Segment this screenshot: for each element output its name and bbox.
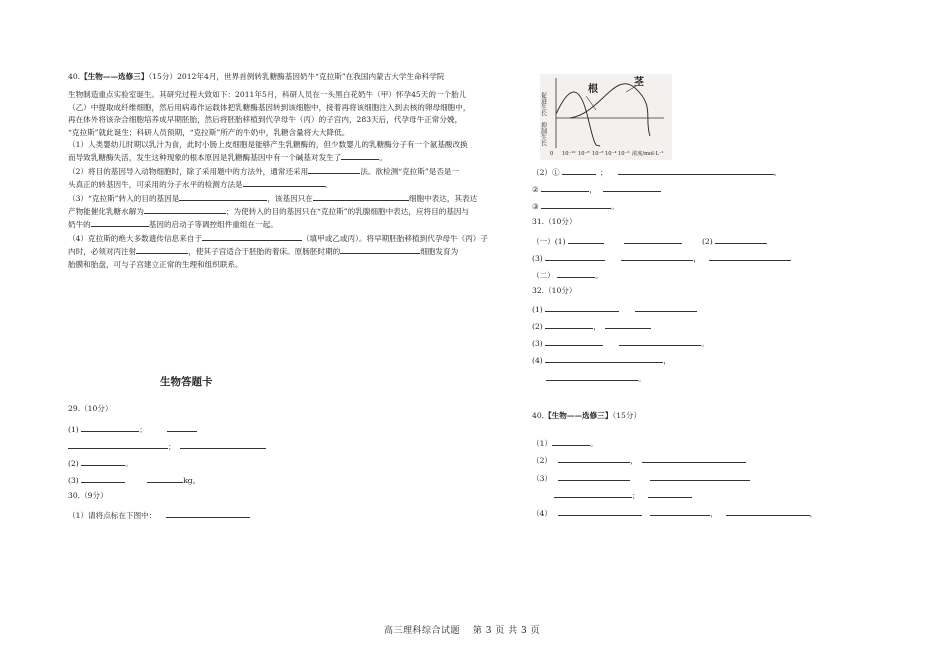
q30-part-2-3: ③ 。 (532, 202, 619, 211)
q32-part-1: (1) (532, 303, 697, 315)
q32-part-2: (2) ， (532, 320, 651, 332)
answer-blank[interactable] (545, 337, 603, 346)
q31-heading: 31.（10分） (532, 217, 577, 226)
answer-blank[interactable] (558, 454, 630, 463)
answer-blank[interactable] (562, 166, 596, 175)
q32-part-3: (3) 。 (532, 339, 709, 348)
q40-line-13: （4）克拉斯的绝大多数遗传信息来自于 （填甲或乙或丙）。将早期胚胎移植到代孕母牛（丙）子 (68, 233, 488, 243)
answer-blank[interactable] (541, 200, 611, 209)
q40-line-5: “克拉斯”就此诞生；科研人员预期，“克拉斯”所产的牛奶中，乳糖含量将大大降低。 (68, 127, 350, 137)
tick-label: 10⁻⁸ (578, 151, 590, 157)
y-label-promote: 促进生长 (540, 92, 547, 116)
answer-blank[interactable] (621, 252, 693, 261)
answer-blank[interactable] (179, 192, 267, 201)
q40-line-12: 奶牛的 基因的启动子等调控组件重组在一起。 (68, 220, 278, 230)
answer-blank[interactable] (147, 474, 183, 483)
q30-heading: 30.（9分） (68, 491, 108, 500)
q40-answer-3-cont: ； (554, 489, 692, 501)
tick-label: 10⁻¹⁰ (562, 151, 576, 157)
q40-line-14: 内时，必须对丙注射 ，使其子宫适合于胚胎的着床。原肠胚时期的 细胞发育为 (68, 247, 459, 257)
answer-blank[interactable] (558, 507, 642, 516)
q40-line-10: （3）“克拉斯”转入的目的基因是 ，该基因只在 细胞中表达，其表达 (68, 193, 478, 203)
page-footer: 高三理科综合试题 第 3 页 共 3 页 (384, 626, 541, 636)
tick-label: 10⁻² (618, 151, 630, 157)
answer-blank[interactable] (545, 303, 619, 312)
answer-blank[interactable] (180, 440, 266, 449)
q40-answer-2: （2） ， (532, 454, 746, 466)
q29-heading: 29.（10分） (68, 404, 113, 413)
answer-blank[interactable] (619, 337, 701, 346)
answer-blank[interactable] (81, 423, 139, 432)
answer-blank[interactable] (715, 235, 767, 244)
answer-blank[interactable] (568, 235, 604, 244)
answer-blank[interactable] (313, 192, 409, 201)
y-label-inhibit: 抑制生长 (540, 122, 547, 146)
answer-card-title: 生物答题卡 (160, 376, 213, 388)
answer-blank[interactable] (603, 183, 661, 192)
root-label: 根 (588, 84, 598, 95)
answer-blank[interactable] (68, 440, 168, 449)
answer-blank[interactable] (144, 205, 226, 214)
x-axis-label: 浓度/mol·L⁻¹ (632, 151, 664, 157)
answer-blank[interactable] (557, 269, 595, 278)
answer-blank[interactable] (709, 252, 791, 261)
answer-blank[interactable] (648, 489, 692, 498)
q40-line-2: 生物制造重点实验室诞生。其研究过程大致如下：2011年5月，科研人员在一头黑白花奶牛（甲）怀孕45天的一个胎儿 (68, 90, 467, 100)
answer-blank[interactable] (635, 303, 697, 312)
auxin-concentration-graph (540, 74, 672, 160)
q29-part-2: (2) 。 (68, 459, 133, 468)
answer-blank[interactable] (545, 354, 663, 363)
q31-part-1: （一）(1) (2) (532, 235, 767, 247)
answer-blank[interactable] (642, 454, 746, 463)
q31-part-4: （二） 。 (532, 271, 603, 280)
q40-answer-1: （1） 。 (532, 439, 598, 448)
q40-line-7: 而导致乳糖酶失活，发生这种现象的根本原因是乳糖酶基因中有一个碱基对发生了 。 (68, 153, 387, 163)
answer-blank[interactable] (541, 183, 589, 192)
q29-part-3: (3) kg。 (68, 476, 201, 485)
answer-blank[interactable] (650, 507, 710, 516)
q40-answer-4: （4） ， ， (532, 509, 818, 518)
answer-blank[interactable] (618, 166, 774, 175)
q40-line-3: （乙）中提取成纤维细胞，然后用病毒作运载体把乳糖酶基因转到该细胞中，接着再将该细胞注入到去核的卵母细胞中， (68, 102, 471, 112)
answer-blank[interactable] (81, 474, 125, 483)
stem-label: 茎 (634, 77, 644, 88)
question-40 (68, 71, 523, 271)
answer-blank[interactable] (136, 245, 188, 254)
q29-part-1: (1) ； (68, 423, 197, 435)
answer-blank[interactable] (81, 457, 125, 466)
q40-answer-heading: 40.【生物——选修三】（15分） (532, 411, 642, 420)
answer-blank[interactable] (552, 437, 590, 446)
tick-label: 10⁻⁶ (592, 151, 604, 157)
answer-blank[interactable] (558, 472, 630, 481)
q30-part-2-2: ② ， (532, 183, 661, 195)
q32-heading: 32.（10分） (532, 286, 577, 295)
answer-blank[interactable] (650, 472, 750, 481)
answer-blank[interactable] (202, 232, 302, 241)
answer-blank[interactable] (91, 218, 149, 227)
answer-blank[interactable] (341, 151, 379, 160)
q32-part-4-cont: 。 (546, 372, 646, 384)
answer-blank[interactable] (243, 178, 325, 187)
q40-line-11: 产物能催化乳糖水解为 ；为使转入的目的基因只在“克拉斯”的乳腺细胞中表达，应将目的基因与 (68, 207, 470, 217)
answer-blank[interactable] (167, 423, 197, 432)
answer-blank[interactable] (545, 252, 605, 261)
q30-part-2-1: （2）① ； 。 (532, 168, 782, 177)
answer-blank[interactable] (726, 507, 810, 516)
q40-line-6: （1）人类婴幼儿时期以乳汁为食，此时小肠上皮细胞是能够产生乳糖酶的，但少数婴儿的乳糖酶分子有一个氨基酸改换 (68, 140, 468, 150)
origin-label: 0 (550, 151, 554, 157)
answer-blank[interactable] (624, 235, 682, 244)
answer-blank[interactable] (554, 489, 632, 498)
answer-blank[interactable] (166, 509, 250, 518)
q30-part-1: （1）请将点标在下图中： (68, 509, 250, 521)
q29-part-1-cont: ； (68, 440, 266, 452)
tick-label: 10⁻⁴ (605, 151, 617, 157)
q40-line-8: （2）将目的基因导入动物细胞时，除了采用题中的方法外，通常还采用 法。欲检测“克拉斯”是否是一 (68, 166, 460, 176)
q40-line-4: 再在体外将该杂合细胞培养成早期胚胎，然后将胚胎移植到代孕母牛（丙）的子宫内，283天后，代孕母牛正常分娩， (68, 115, 463, 125)
q40-answer-3: （3） (532, 472, 750, 484)
q32-part-4: (4) ， (532, 356, 671, 365)
q40-line-15: 胎膜和胎盘，可与子宫建立正常的生理和组织联系。 (68, 259, 243, 269)
q31-part-3: (3) ， (532, 252, 791, 264)
answer-blank[interactable] (340, 245, 420, 254)
answer-blank[interactable] (308, 165, 360, 174)
answer-blank[interactable] (605, 320, 651, 329)
q40-line-9: 头真正的转基因牛，可采用的分子水平的检测方法是 。 (68, 180, 333, 190)
answer-blank[interactable] (546, 372, 638, 381)
q40-line-1: 40.【生物——选修三】（15分）2012年4月，世界首例转乳糖酶基因奶牛“克拉斯”在我国内蒙古大学生命科学院 (68, 72, 445, 81)
answer-blank[interactable] (545, 320, 593, 329)
